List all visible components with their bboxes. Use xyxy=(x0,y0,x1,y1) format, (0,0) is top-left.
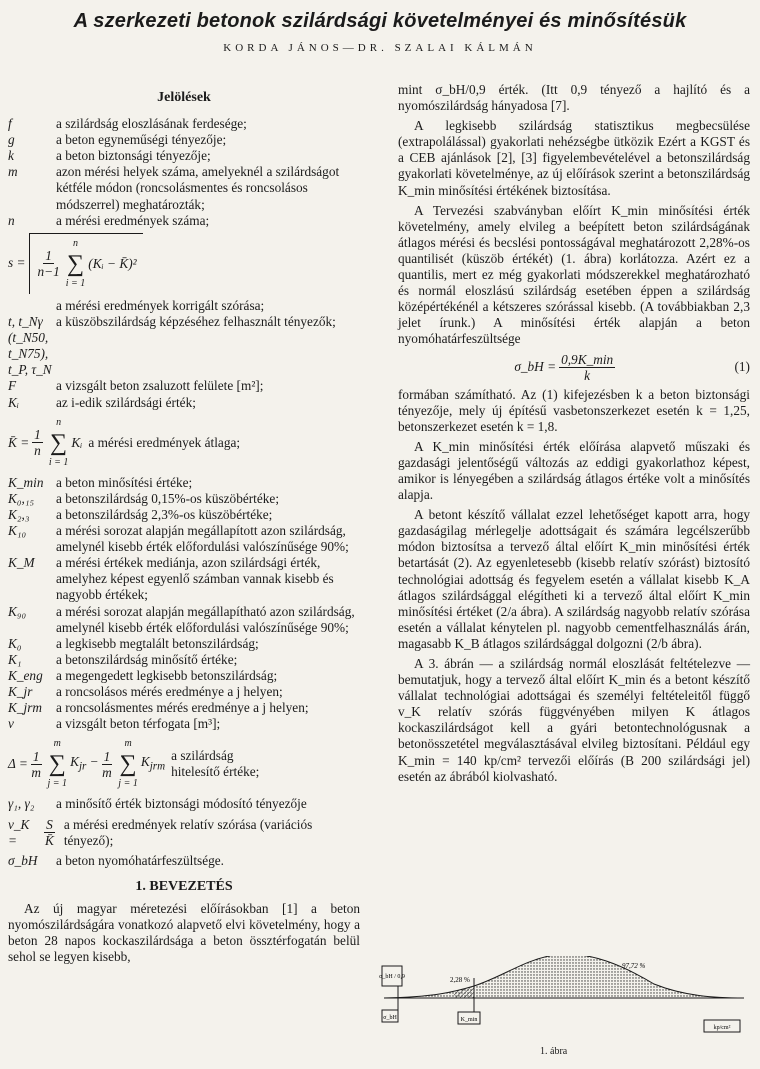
notation-definition: a betonszilárdság 2,3%-os küszöbértéke; xyxy=(56,506,273,522)
authors: KORDA JÁNOS—DR. SZALAI KÁLMÁN xyxy=(223,42,537,54)
box-bottom-label: σ_bH xyxy=(383,1015,397,1021)
sigma-icon: ∑ xyxy=(66,250,85,277)
notation-definition: a vizsgált beton zsaluzott felülete [m²]; xyxy=(56,378,264,394)
kbar-sum-top: n xyxy=(56,416,62,428)
eq-den: k xyxy=(584,367,591,383)
delta-term1: $K_{jr}$ − xyxy=(70,754,99,773)
delta-definition: a szilárdság hitelesítő értéke; xyxy=(171,748,260,780)
vk-fraction xyxy=(44,817,55,848)
vk-den: K̄ xyxy=(45,833,54,849)
equation-1-body xyxy=(398,352,734,383)
notation-definition: a roncsolásos mérés eredménye a j helyen; xyxy=(56,684,283,699)
notation-row xyxy=(8,604,360,636)
notation-row xyxy=(8,475,360,491)
s-definition: a mérési eredmények korrigált szórása; xyxy=(56,297,265,313)
notation-symbol: K_M xyxy=(8,555,35,571)
notation-symbol: K₁ xyxy=(8,651,22,667)
notation-symbol: Kᵢ xyxy=(8,394,19,410)
delta-sum1-top: m xyxy=(53,738,61,750)
right-paragraph-6: A 3. ábrán — a szilárdság normál eloszlását feltételezve — bemutatjuk, hogy a tervező által előírt K_min és a betont készítő vállalat technológiai adottságai és személyi feltételeitől függő v_K relatív szórás függvényében milyen K átlagos kockaszilárdságot kell a gyári betontechnológusnak a betonösszetétel megválasztásával elvileg biztosítani. Például egy K_min = 140 kp/cm² tervezői előírás (B 200 szilárdsági jel) esetén az ábrából kiolvasható. xyxy=(398,656,750,784)
notation-definition: a küszöbszilárdság képzéséhez felhasznált tényezők; xyxy=(56,314,336,330)
distribution-curve-svg xyxy=(374,956,754,1051)
kbar-lhs: K̄ = xyxy=(8,434,30,450)
notation-symbol: K₉₀ xyxy=(8,603,27,619)
notation-definition: a betonszilárdság minősítő értéke; xyxy=(56,651,238,667)
right-column xyxy=(398,82,750,789)
notation-definition: a minősítő érték biztonsági módosító tényezője xyxy=(56,796,307,812)
notation-row xyxy=(8,684,360,700)
notation-definition: a szilárdság eloszlásának ferdesége; xyxy=(56,116,247,132)
notation-definition: a mérési sorozat alapján megállapított azon szilárdság, amelynél kisebb érték előfordulási valószínűsége 90%; xyxy=(56,523,349,555)
right-paragraph-2: A Tervezési szabványban előírt K_min minősítési érték követelmény, amely elvileg a beépített beton szilárdságának átlagos mérési és becslési pontosságával meghatározott 2,28%-os quantilisét (küszöb értékét) (1. ábra) korlátozza. Azért ez a quantilis, mert ez még gyakorlati módszerekkel meghatározható és normál eloszlású szilárdság esetében éppen a szilárdság középértékénél a kétszeres szórással kisebb. (A továbbiakban 2,3 jelet írunk.) A minősítési érték alapján a beton nyomóhatárfeszültsége xyxy=(398,202,750,347)
vk-num: S xyxy=(46,817,53,833)
delta-frac1-den: m xyxy=(31,764,41,780)
sigma-icon: ∑ xyxy=(50,429,68,456)
notation-definition: a mérési értékek mediánja, azon szilárdsági érték, amelyhez képest egyenlő számban vannak kisebb és nagyobb értékek; xyxy=(56,555,334,603)
kbar-num: 1 xyxy=(34,427,41,443)
notation-row xyxy=(8,395,360,411)
delta-frac1 xyxy=(31,749,42,780)
delta-sum2 xyxy=(118,736,138,792)
kbar-fraction xyxy=(32,427,43,458)
notation-symbol: k xyxy=(8,148,14,164)
vk-formula xyxy=(8,817,360,849)
notation-definition: a mérési eredmények száma; xyxy=(56,212,210,228)
delta-term2: $K_{jrm}$ xyxy=(140,754,166,773)
vk-lhs: v_K = xyxy=(8,816,30,848)
notation-row xyxy=(8,555,360,603)
delta-formula xyxy=(8,736,360,792)
kbar-sum xyxy=(49,415,69,471)
tail-area xyxy=(454,986,474,998)
notation-symbol: K₀ xyxy=(8,635,22,651)
delta-frac2-den: m xyxy=(102,764,112,780)
s-sum-top: n xyxy=(73,237,79,249)
box-axis-label: kp/cm² xyxy=(713,1025,731,1031)
label-right: 97,72 % xyxy=(622,962,646,970)
notation-symbol: f xyxy=(8,116,12,132)
delta-lhs: Δ = xyxy=(8,756,28,772)
notation-symbol: γ₁, γ₂ xyxy=(8,796,35,812)
notation-definition: a beton nyomóhatárfeszültsége. xyxy=(56,852,224,868)
notation-definition: a roncsolásmentes mérés eredménye a j helyen; xyxy=(56,700,309,716)
equation-1 xyxy=(398,352,750,383)
figure-caption: 1. ábra xyxy=(540,1046,568,1057)
notation-row xyxy=(8,132,360,148)
notation-definition: a beton egyneműségi tényezője; xyxy=(56,132,227,148)
notation-row xyxy=(8,314,360,378)
notation-row xyxy=(8,853,360,869)
notation-row xyxy=(8,378,360,394)
delta-sum2-top: m xyxy=(124,738,132,750)
label-left: 2,28 % xyxy=(450,976,470,984)
notation-row xyxy=(8,523,360,555)
notation-row xyxy=(8,116,360,132)
notation-row xyxy=(8,716,360,732)
vk-definition: a mérési eredmények relatív szórása (variációs tényező); xyxy=(63,816,313,848)
s-fraction xyxy=(37,248,59,279)
s-den: n−1 xyxy=(37,264,60,280)
notation-row xyxy=(8,507,360,523)
notation-definition: az i-edik szilárdsági érték; xyxy=(56,394,196,410)
notation-symbol: K_eng xyxy=(8,667,43,683)
right-paragraph-0: mint σ_bH/0,9 érték. (Itt 0,9 tényező a hajlító és a nyomószilárdság hányadosa [7]. xyxy=(398,82,750,114)
notation-symbol: n xyxy=(8,212,15,228)
normal-curve xyxy=(384,956,744,998)
notation-symbol: K₂,₃ xyxy=(8,506,30,522)
kbar-term: Kᵢ xyxy=(71,434,83,450)
notation-definition: a vizsgált beton térfogata [m³]; xyxy=(56,716,221,732)
notation-symbol: K₀,₁₅ xyxy=(8,490,35,506)
eq-fraction xyxy=(559,352,615,383)
notation-row xyxy=(8,652,360,668)
notation-row xyxy=(8,796,360,812)
s-sum-bot: i = 1 xyxy=(65,277,86,289)
s-lhs: s = xyxy=(8,255,26,271)
right-paragraph-3: formában számítható. Az (1) kifejezésben k a beton biztonsági tényezője, mely új építésű vasbetonszerkezet esetén k = 1,25, betonszerkezet esetén k = 1,8. xyxy=(398,386,750,434)
notation-definition: a beton minősítési értéke; xyxy=(56,474,193,490)
right-paragraph-1: A legkisebb szilárdság statisztikus megbecsülése (extrapolálással) gyakorlati nehézségbe ütközik Ezért a KGST és a CEB ajánlások [2], [3] figyelembevételével a betonszilárdság gyakorlati követelménye, az új előírások szerint a betonszilárdság K_min minősítési értékének biztosítása. xyxy=(398,118,750,198)
notation-symbol: K_min xyxy=(8,474,44,490)
notation-symbol: m xyxy=(8,164,18,180)
eq-lhs: σ_bH = xyxy=(514,358,557,374)
s-sum xyxy=(66,236,86,292)
sigma-icon: ∑ xyxy=(119,751,137,778)
notation-definition: azon mérési helyek száma, amelyeknél a szilárdságot kétféle módon (roncsolásmentes és roncsolásos módszerrel) meghatározták; xyxy=(56,164,340,212)
notation-definition: a beton biztonsági tényezője; xyxy=(56,148,211,164)
notation-definition: a mérési sorozat alapján megállapítható azon szilárdság, amelynél kisebb érték előfordulási valószínűsége 90%; xyxy=(56,603,355,635)
delta-sum1-bot: j = 1 xyxy=(47,778,68,790)
box-top-label: σ_bH / 0,9 xyxy=(379,974,405,980)
notation-row xyxy=(8,700,360,716)
notation-row xyxy=(8,668,360,684)
eq-num: 0,9K_min xyxy=(561,351,614,367)
delta-frac2-num: 1 xyxy=(103,748,111,764)
delta-sum1 xyxy=(48,736,68,792)
right-paragraph-5: A betont készítő vállalat ezzel lehetőséget kapott arra, hogy gazdaságilag mérlegelje adottságait és számára legcélszerűbb módon biztosítsa a tervező által előírt K_min minősítési érték betartását (2). Az egyenletesebb (kisebb relatív szórást) biztosító technológiai adottság és fegyelem esetén a vállalat kisebb K_A átlagos szilárdsággal elégítheti ki a tervező által előírt K_min minősítési értéket (2/a ábra). A szilárdság nagyobb relatív szórása esetén a vállalat kénytelen pl. nagyobb cementfelhasználás árán, magasabb K_B átlagos szilárdsággal dolgozni (2/b ábra). xyxy=(398,507,750,651)
sigma-icon: ∑ xyxy=(48,751,66,778)
s-formula xyxy=(8,233,360,294)
left-column xyxy=(8,82,360,969)
intro-heading: 1. BEVEZETÉS xyxy=(135,878,233,894)
kbar-definition: a mérési eredmények átlaga; xyxy=(88,434,241,450)
notation-symbol: g xyxy=(8,132,15,148)
notation-row xyxy=(8,148,360,164)
notation-row xyxy=(8,491,360,507)
notation-symbol: K₁₀ xyxy=(8,523,27,539)
eq-number: (1) xyxy=(734,358,750,374)
sqrt xyxy=(29,233,142,294)
delta-frac2 xyxy=(102,749,113,780)
notation-row xyxy=(8,164,360,212)
notation-symbol: K_jrm xyxy=(8,700,42,716)
kbar-formula xyxy=(8,415,360,471)
s-term: (Kᵢ − K̄)² xyxy=(88,255,137,271)
notation-symbol: F xyxy=(8,378,17,394)
notation-symbol: t, t_Nγ (t_N50, t_N75), t_P, τ_N xyxy=(8,314,52,378)
kbar-den: n xyxy=(34,443,41,459)
notation-definition: a legkisebb megtalált betonszilárdság; xyxy=(56,635,259,651)
delta-sum2-bot: j = 1 xyxy=(118,778,138,790)
box-kmin-label: K_min xyxy=(460,1017,478,1023)
notation-row xyxy=(8,213,360,229)
notation-symbol: v xyxy=(8,716,14,732)
page-title: A szerkezeti betonok szilárdsági követelményei és minősítésük xyxy=(73,10,687,32)
notation-row xyxy=(8,636,360,652)
intro-paragraph: Az új magyar méretezési előírásokban [1] a beton nyomószilárdságára vonatkozó alapvető elvi követelmény, hogy a beton 28 napos kockaszilárdsága a beton össztérfogatán belül sehol se legyen kisebb, xyxy=(8,900,360,965)
notation-symbol: K_jr xyxy=(8,684,33,699)
s-num: 1 xyxy=(45,248,52,264)
right-paragraph-4: A K_min minősítési érték előírása alapvető műszaki és gazdasági jelentőségű változás az eddigi gyakorlathoz képest, amikor is lényegében a szilárdság átlagos értéke volt a minősítés alapja. xyxy=(398,438,750,503)
notation-definition: a betonszilárdság 0,15%-os küszöbértéke; xyxy=(56,490,280,506)
notation-heading: Jelölések xyxy=(157,90,211,105)
kbar-sum-bot: i = 1 xyxy=(48,456,69,468)
delta-frac1-num: 1 xyxy=(32,748,40,764)
notation-symbol: σ_bH xyxy=(8,852,38,868)
notation-definition: a megengedett legkisebb betonszilárdság; xyxy=(56,667,278,683)
